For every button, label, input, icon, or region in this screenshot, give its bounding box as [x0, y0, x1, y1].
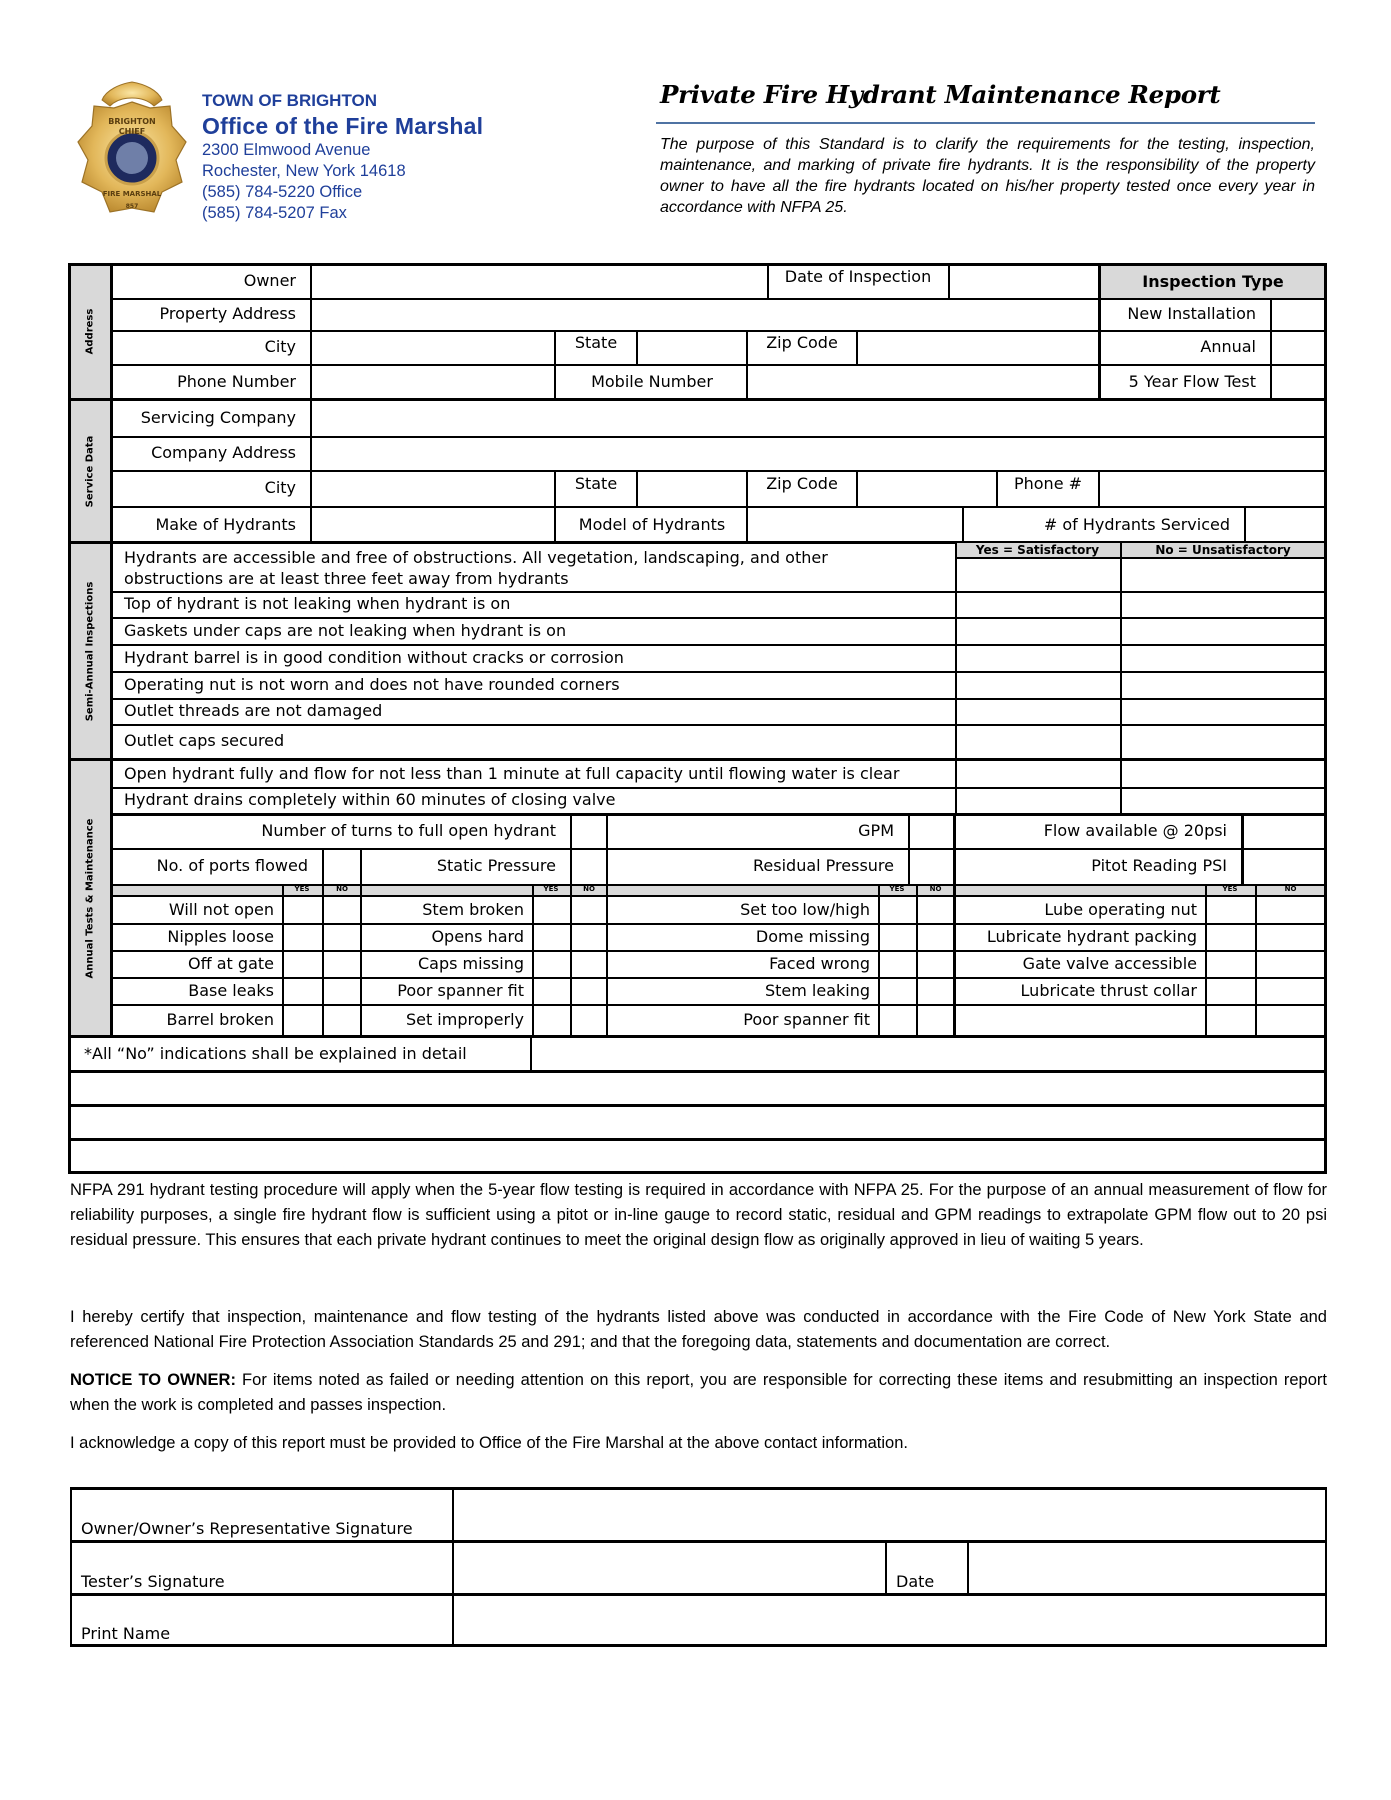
- make-of-hydrants-field[interactable]: [312, 508, 556, 543]
- semi-annual-item-7: Outlet caps secured: [124, 731, 285, 750]
- annual-check-no[interactable]: [324, 1006, 361, 1034]
- v-rule: [606, 884, 608, 1035]
- no-header-col-4: NO: [1284, 885, 1297, 893]
- inspection-type-header: Inspection Type: [1142, 271, 1284, 291]
- v-rule: [1098, 470, 1100, 506]
- annual-check-label: Stem leaking: [764, 980, 870, 1000]
- section-service-data-text: Service Data: [84, 435, 96, 508]
- notice-label: NOTICE TO OWNER:: [70, 1371, 236, 1389]
- mobile-number-field[interactable]: [750, 366, 1098, 400]
- semi-annual-item-5: Operating nut is not worn and does not have rounded corners: [124, 674, 620, 694]
- v-rule: [310, 263, 312, 400]
- h-rule: [112, 591, 1326, 593]
- company-address-field[interactable]: [312, 438, 1324, 470]
- badge-number: 857: [125, 203, 139, 210]
- phone-number-label: Phone Number: [177, 372, 296, 391]
- semi-annual-item-1a: Hydrants are accessible and free of obstructions. All vegetation, landscaping, and other: [124, 548, 828, 567]
- annual-item-2: Hydrant drains completely within 60 minutes of closing valve: [124, 790, 616, 809]
- semi-annual-item-6: Outlet threads are not damaged: [124, 701, 383, 720]
- annual-check-yes[interactable]: [534, 925, 569, 949]
- semi-annual-yes-4[interactable]: [957, 646, 1119, 671]
- annual-check-label: Poor spanner fit: [743, 1009, 870, 1029]
- annual-check-no[interactable]: [1257, 1006, 1325, 1034]
- sig-border-bottom: [70, 1644, 1327, 1647]
- h-rule: [112, 364, 1326, 366]
- h-rule: [955, 557, 1326, 559]
- annual-item-2-no[interactable]: [1122, 789, 1325, 813]
- annual-item-1-no[interactable]: [1122, 762, 1325, 787]
- notice-text: For items noted as failed or needing attention on this report, you are responsible for correcting these items and resubmitting an inspection report when the work is completed and passes inspection.: [70, 1371, 1327, 1414]
- h-rule: [112, 977, 1326, 979]
- purpose-statement: The purpose of this Standard is to clarify the requirements for the testing, inspection, maintenance, and marking of private fire hydrants. It is the responsibility of the property owner to have all the fire hydrants located on his/her property tested once every year in accordance with NFPA 25.: [660, 136, 1315, 216]
- make-of-hydrants-label: Make of Hydrants: [155, 514, 296, 534]
- company-address-label: Company Address: [151, 443, 296, 462]
- annual-check-no[interactable]: [1257, 979, 1325, 1003]
- owner-signature-label: Owner/Owner’s Representative Signature: [81, 1519, 413, 1538]
- service-state-label: State: [574, 474, 618, 493]
- h-rule: [1098, 263, 1326, 266]
- annual-check-label: Off at gate: [188, 953, 274, 973]
- annual-check-label: Barrel broken: [166, 1009, 274, 1029]
- annual-check-no[interactable]: [324, 925, 361, 949]
- h-rule: [112, 724, 1326, 726]
- town-name: TOWN OF BRIGHTON: [202, 91, 378, 110]
- annual-check-label: Opens hard: [431, 926, 524, 946]
- no-header-col-3: NO: [929, 885, 942, 893]
- v-rule: [767, 263, 769, 298]
- section-address: [68, 263, 112, 400]
- v-rule: [554, 330, 556, 400]
- ports-flowed-label: No. of ports flowed: [156, 856, 308, 875]
- turns-to-open-field[interactable]: [572, 815, 607, 848]
- h-rule: [112, 644, 1326, 646]
- no-indications-note: *All “No” indications shall be explained in detail: [84, 1044, 467, 1063]
- v-rule: [570, 813, 572, 848]
- flow-20psi-label: Flow available @ 20psi: [1043, 820, 1227, 840]
- annual-check-no[interactable]: [918, 899, 954, 922]
- flow-20psi-field[interactable]: [1243, 815, 1325, 848]
- annual-check-yes[interactable]: [284, 952, 321, 976]
- annual-check-no[interactable]: [918, 979, 954, 1003]
- h-rule: [112, 298, 1326, 300]
- annual-check-no[interactable]: [918, 1006, 954, 1034]
- annual-check-no[interactable]: [324, 899, 361, 922]
- annual-check-no[interactable]: [572, 952, 607, 976]
- tester-signature-field[interactable]: [455, 1543, 885, 1593]
- annual-check-no[interactable]: [572, 979, 607, 1003]
- sig-date-divider-left: [885, 1540, 887, 1595]
- semi-annual-item-1b: obstructions are at least three feet away from hydrants: [124, 569, 569, 588]
- date-of-inspection-field[interactable]: [950, 265, 1098, 298]
- annual-check-label: Lubricate thrust collar: [1020, 980, 1197, 1000]
- v-rule: [1270, 298, 1272, 400]
- model-of-hydrants-label: Model of Hydrants: [578, 514, 726, 534]
- zip-code-field[interactable]: [858, 332, 1098, 364]
- tester-signature-label: Tester’s Signature: [81, 1572, 225, 1591]
- yes-satisfactory-header: Yes = Satisfactory: [975, 543, 1100, 557]
- side-column-divider: [110, 263, 113, 1037]
- zip-code-label: Zip Code: [766, 333, 838, 352]
- annual-check-yes[interactable]: [880, 1006, 915, 1034]
- semi-annual-yes-5[interactable]: [957, 673, 1119, 698]
- servicing-company-field[interactable]: [312, 402, 1324, 436]
- address-line-2: Rochester, New York 14618: [202, 162, 406, 180]
- fire-marshal-badge-logo: [74, 80, 190, 226]
- v-rule: [606, 848, 608, 884]
- v-rule: [554, 470, 556, 543]
- v-rule: [962, 506, 964, 543]
- v-rule: [360, 848, 362, 884]
- city-label: City: [264, 337, 296, 356]
- h-rule: [112, 848, 1326, 850]
- yes-header-col-4: YES: [1222, 885, 1238, 893]
- annual-check-yes[interactable]: [880, 925, 915, 949]
- nfpa-291-paragraph: NFPA 291 hydrant testing procedure will apply when the 5-year flow testing is required in accordance with NFPA 25. For the purpose of an annual measurement of flow for reliability purposes, a single fire hydrant flow is sufficient using a pitot or in-line gauge to record static, residual and GPM readings to extrapolate GPM flow out to 20 psi residual pressure. This ensures that each private hydrant continues to meet the original design flow as originally approved in lieu of waiting 5 years.: [70, 1181, 1327, 1249]
- h-rule: [112, 950, 1326, 952]
- gpm-field[interactable]: [910, 815, 954, 848]
- annual-check-yes[interactable]: [284, 899, 321, 922]
- inspection-type-new-installation-label: New Installation: [1127, 304, 1256, 323]
- annual-check-label: Base leaks: [188, 980, 274, 1000]
- v-rule: [570, 884, 572, 1035]
- v-rule: [1241, 813, 1244, 884]
- semi-annual-no-2[interactable]: [1122, 593, 1325, 617]
- turns-to-open-label: Number of turns to full open hydrant: [261, 820, 556, 840]
- sig-border-left: [70, 1487, 72, 1647]
- no-header-col-2: NO: [583, 885, 595, 893]
- static-pressure-field[interactable]: [572, 850, 607, 884]
- semi-annual-no-4[interactable]: [1122, 646, 1325, 671]
- annual-check-yes[interactable]: [284, 1006, 321, 1034]
- h-rule: [112, 923, 1326, 925]
- inspection-type-five-year-flow-test-checkbox[interactable]: [1272, 366, 1326, 400]
- v-rule: [1120, 760, 1122, 813]
- semi-annual-item-3: Gaskets under caps are not leaking when hydrant is on: [124, 620, 567, 640]
- annual-check-yes[interactable]: [880, 952, 915, 976]
- semi-annual-yes-7[interactable]: [957, 726, 1119, 758]
- inspection-type-annual-label: Annual: [1200, 337, 1256, 356]
- v-rule: [916, 884, 918, 1035]
- v-rule: [360, 884, 362, 1035]
- v-rule: [322, 884, 324, 1035]
- v-rule: [310, 400, 312, 543]
- semi-annual-no-6[interactable]: [1122, 700, 1325, 724]
- print-name-field[interactable]: [455, 1596, 1325, 1644]
- annual-check-yes[interactable]: [1207, 925, 1254, 949]
- sig-date-divider-right: [967, 1540, 969, 1595]
- notes-line-4[interactable]: [70, 1141, 1324, 1171]
- semi-annual-yes-6[interactable]: [957, 700, 1119, 724]
- v-rule: [636, 330, 638, 364]
- notes-line-1[interactable]: [532, 1040, 1324, 1070]
- notes-line-3[interactable]: [70, 1107, 1324, 1138]
- service-city-field[interactable]: [312, 472, 556, 506]
- organization-block: [202, 90, 483, 224]
- certification-paragraph: I hereby certify that inspection, maintenance and flow testing of the hydrants listed above was conducted in accordance with the Fire Code of New York State and referenced National Fire Protection Association Standards 25 and 291; and that the foregoing data, statements and documentation are correct.: [70, 1308, 1327, 1351]
- section-semi-annual-text: Semi-Annual Inspections: [84, 581, 96, 722]
- semi-annual-no-1[interactable]: [1122, 559, 1325, 591]
- annual-check-label: Lube operating nut: [1044, 900, 1197, 919]
- state-field[interactable]: [638, 332, 746, 364]
- servicing-company-label: Servicing Company: [140, 408, 296, 427]
- semi-annual-yes-1[interactable]: [957, 559, 1119, 591]
- v-rule: [322, 848, 324, 884]
- residual-pressure-field[interactable]: [910, 850, 954, 884]
- h-rule: [112, 436, 1326, 438]
- badge-bottom-text: FIRE MARSHAL: [102, 190, 162, 198]
- h-rule: [112, 330, 1326, 332]
- section-annual-tests-text: Annual Tests & Maintenance: [84, 818, 96, 979]
- v-rule: [878, 884, 880, 1035]
- section-service-data: [68, 400, 112, 543]
- form-border-left: [68, 263, 71, 1174]
- residual-pressure-label: Residual Pressure: [753, 856, 894, 875]
- h-rule: [112, 506, 1326, 508]
- v-rule: [953, 813, 956, 884]
- owner-signature-field[interactable]: [455, 1490, 1325, 1540]
- pitot-reading-label: Pitot Reading PSI: [1091, 856, 1227, 875]
- v-rule: [948, 263, 950, 298]
- v-rule: [1255, 884, 1257, 1035]
- acknowledge-paragraph: I acknowledge a copy of this report must be provided to Office of the Fire Marshal at the above contact information.: [70, 1434, 908, 1452]
- annual-item-1: Open hydrant fully and flow for not less than 1 minute at full capacity until flowing water is clear: [124, 763, 900, 783]
- office-phone: (585) 784-5220 Office: [202, 183, 363, 201]
- mobile-number-label: Mobile Number: [591, 372, 713, 391]
- notes-line-2[interactable]: [70, 1073, 1324, 1104]
- inspection-type-annual-checkbox[interactable]: [1272, 332, 1326, 364]
- v-rule: [955, 543, 957, 760]
- annual-check-no[interactable]: [1257, 899, 1325, 922]
- inspection-type-five-year-flow-test-label: 5 Year Flow Test: [1128, 372, 1256, 391]
- annual-check-label: Poor spanner fit: [397, 980, 524, 1000]
- no-unsatisfactory-header: No = Unsatisfactory: [1155, 543, 1291, 557]
- badge-middle-text: CHIEF: [118, 127, 146, 136]
- annual-check-no[interactable]: [918, 952, 954, 976]
- v-rule: [1098, 263, 1101, 400]
- v-rule: [856, 330, 858, 364]
- annual-check-yes[interactable]: [1207, 952, 1254, 976]
- fax-number: (585) 784-5207 Fax: [202, 204, 347, 222]
- annual-check-yes[interactable]: [534, 1006, 569, 1034]
- model-of-hydrants-field[interactable]: [750, 508, 964, 543]
- annual-check-yes[interactable]: [880, 899, 915, 922]
- annual-check-yes[interactable]: [534, 979, 569, 1003]
- v-rule: [856, 470, 858, 506]
- v-rule: [530, 1037, 532, 1072]
- annual-check-no[interactable]: [572, 1006, 607, 1034]
- v-rule: [570, 848, 572, 884]
- annual-check-label: Lubricate hydrant packing: [986, 926, 1197, 946]
- service-zip-code-label: Zip Code: [766, 474, 838, 493]
- h-rule: [112, 1004, 1326, 1006]
- annual-check-label: Caps missing: [418, 953, 524, 973]
- service-state-field[interactable]: [638, 472, 746, 506]
- service-phone-label: Phone #: [1013, 474, 1083, 493]
- hydrants-serviced-field[interactable]: [1246, 508, 1324, 543]
- annual-check-label: Gate valve accessible: [1022, 953, 1197, 973]
- phone-number-field[interactable]: [312, 366, 556, 400]
- annual-check-yes[interactable]: [1207, 1006, 1254, 1034]
- annual-check-label: Stem broken: [422, 900, 524, 919]
- sig-col-divider: [452, 1487, 454, 1647]
- annual-check-label: [955, 1004, 1205, 1035]
- v-rule: [1120, 543, 1122, 760]
- v-rule: [908, 813, 910, 884]
- service-zip-code-field[interactable]: [858, 472, 996, 506]
- annual-check-no[interactable]: [324, 952, 361, 976]
- section-address-text: Address: [84, 308, 96, 355]
- date-of-inspection-label: Date of Inspection: [784, 266, 932, 286]
- v-rule: [606, 813, 608, 848]
- semi-annual-item-2: Top of hydrant is not leaking when hydrant is on: [124, 594, 511, 613]
- owner-field[interactable]: [312, 265, 767, 298]
- yes-header-col-2: YES: [543, 885, 559, 893]
- section-semi-annual: [68, 543, 112, 760]
- hydrants-serviced-label: # of Hydrants Serviced: [1043, 514, 1230, 534]
- form-border-right: [1324, 263, 1327, 1174]
- address-line-1: 2300 Elmwood Avenue: [202, 141, 371, 159]
- owner-label: Owner: [243, 270, 296, 290]
- v-rule: [746, 470, 748, 543]
- h-rule: [112, 617, 1326, 619]
- yes-header-col-3: YES: [889, 885, 905, 893]
- v-rule: [636, 470, 638, 506]
- yes-header-col-1: YES: [294, 885, 310, 893]
- annual-check-no[interactable]: [1257, 925, 1325, 949]
- h-rule: [112, 787, 1326, 789]
- badge-top-text: BRIGHTON: [108, 117, 156, 126]
- v-rule: [1244, 506, 1246, 543]
- v-rule: [955, 760, 957, 813]
- v-rule: [746, 330, 748, 400]
- annual-check-label: Dome missing: [755, 926, 870, 946]
- signature-date-label: Date: [896, 1572, 935, 1591]
- signature-date-field[interactable]: [970, 1543, 1325, 1593]
- sig-border-right: [1325, 1487, 1327, 1647]
- annual-check-label: Set improperly: [405, 1009, 524, 1029]
- office-name: Office of the Fire Marshal: [202, 113, 484, 139]
- annual-check-no[interactable]: [324, 979, 361, 1003]
- semi-annual-yes-2[interactable]: [957, 593, 1119, 617]
- semi-annual-no-5[interactable]: [1122, 673, 1325, 698]
- v-rule: [996, 470, 998, 506]
- h-rule: [112, 698, 1326, 700]
- gpm-label: GPM: [858, 820, 894, 840]
- form-border-bottom: [68, 1171, 1326, 1174]
- no-header-col-1: NO: [336, 885, 348, 893]
- title-divider: [656, 122, 1315, 124]
- annual-check-yes[interactable]: [534, 952, 569, 976]
- annual-item-2-yes[interactable]: [957, 789, 1119, 813]
- city-field[interactable]: [312, 332, 556, 364]
- semi-annual-yes-3[interactable]: [957, 619, 1119, 644]
- annual-check-yes[interactable]: [1207, 979, 1254, 1003]
- v-rule: [1205, 884, 1207, 1035]
- annual-check-yes[interactable]: [880, 979, 915, 1003]
- service-city-label: City: [264, 478, 296, 497]
- annual-check-yes[interactable]: [534, 899, 569, 922]
- semi-annual-no-3[interactable]: [1122, 619, 1325, 644]
- h-rule: [112, 470, 1326, 472]
- state-label: State: [574, 333, 618, 352]
- property-address-field[interactable]: [312, 300, 1098, 330]
- v-rule: [282, 884, 284, 1035]
- annual-check-yes[interactable]: [1207, 899, 1254, 922]
- annual-check-yes[interactable]: [284, 979, 321, 1003]
- annual-check-label: Nipples loose: [167, 926, 274, 946]
- inspection-type-new-installation-checkbox[interactable]: [1272, 300, 1326, 330]
- h-rule: [112, 671, 1326, 673]
- annual-check-yes[interactable]: [284, 925, 321, 949]
- pitot-reading-field[interactable]: [1243, 850, 1325, 884]
- annual-check-no[interactable]: [918, 925, 954, 949]
- annual-check-no[interactable]: [572, 899, 607, 922]
- section-annual-tests: [68, 760, 112, 1037]
- annual-check-label: Faced wrong: [769, 953, 870, 973]
- annual-check-label: Will not open: [168, 900, 274, 919]
- notice-paragraph: [70, 1368, 1327, 1418]
- property-address-label: Property Address: [159, 304, 296, 323]
- annual-check-no[interactable]: [572, 925, 607, 949]
- annual-check-no[interactable]: [1257, 952, 1325, 976]
- ports-flowed-field[interactable]: [324, 850, 360, 884]
- annual-item-1-yes[interactable]: [957, 762, 1119, 787]
- report-title: Private Fire Hydrant Maintenance Report: [660, 80, 1221, 109]
- v-rule: [532, 884, 534, 1035]
- semi-annual-no-7[interactable]: [1122, 726, 1325, 758]
- semi-annual-item-4: Hydrant barrel is in good condition without cracks or corrosion: [124, 647, 624, 667]
- annual-check-label: Set too low/high: [740, 900, 870, 919]
- v-rule: [953, 884, 956, 1035]
- service-phone-field[interactable]: [1100, 472, 1324, 506]
- print-name-label: Print Name: [81, 1624, 171, 1643]
- static-pressure-label: Static Pressure: [436, 856, 556, 875]
